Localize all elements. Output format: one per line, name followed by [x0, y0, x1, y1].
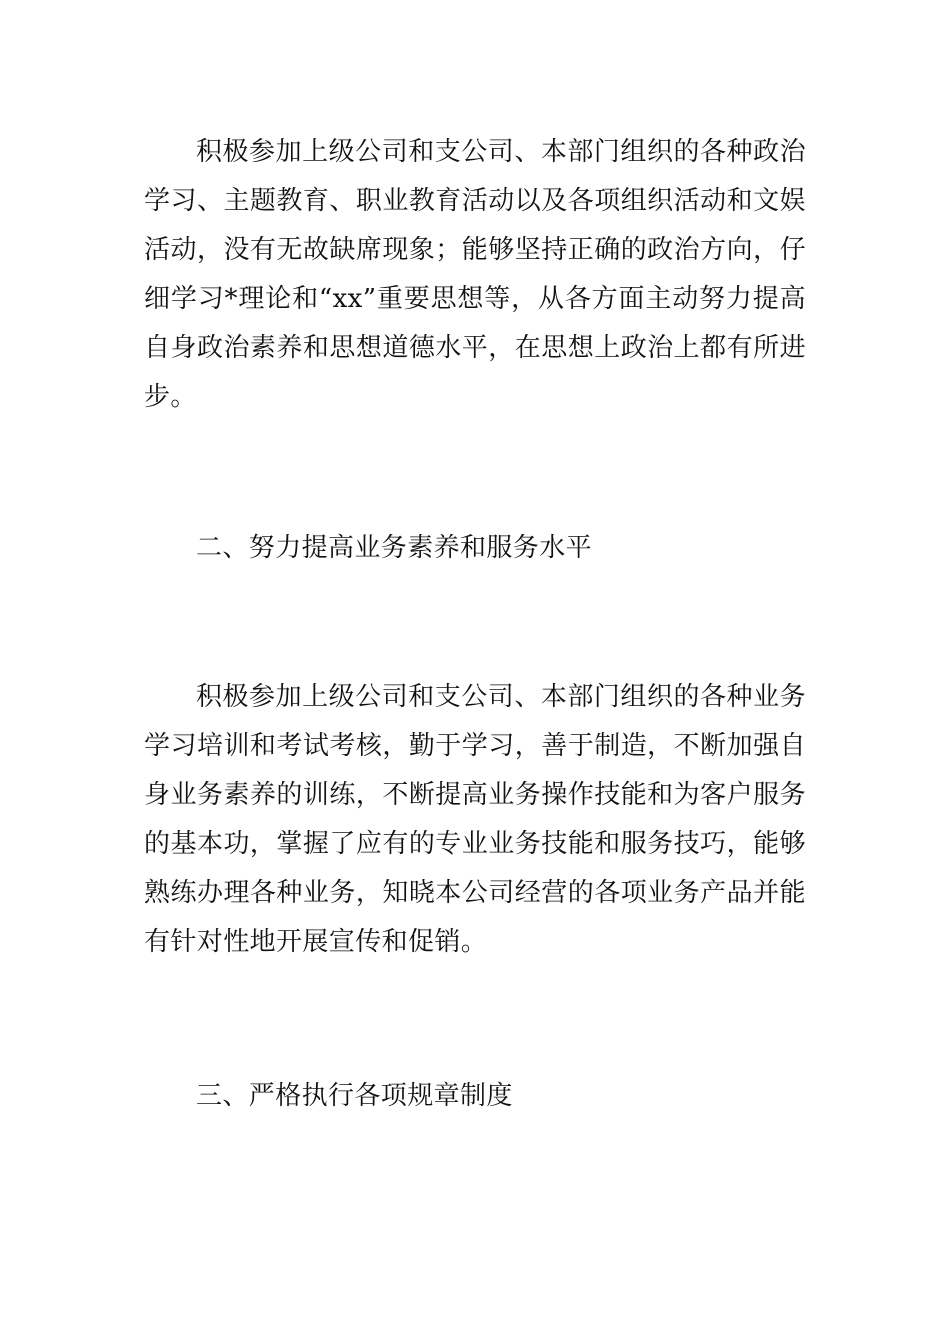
section-heading-2: 二、努力提高业务素养和服务水平: [196, 533, 593, 563]
paragraph-line: 有针对性地开展宣传和促销。: [144, 927, 488, 957]
paragraph-line: 熟练办理各种业务，知晓本公司经营的各项业务产品并能: [144, 878, 806, 908]
paragraph-line: 学习培训和考试考核，勤于学习，善于制造，不断加强自: [144, 731, 806, 761]
section-heading-3: 三、严格执行各项规章制度: [196, 1081, 513, 1111]
paragraph-line: 活动，没有无故缺席现象；能够坚持正确的政治方向，仔: [144, 235, 806, 265]
paragraph-business-skills: [144, 673, 806, 967]
paragraph-line: 学习、主题教育、职业教育活动以及各项组织活动和文娱: [144, 186, 806, 216]
paragraph-line: 积极参加上级公司和支公司、本部门组织的各种业务: [196, 682, 806, 712]
paragraph-line: 身业务素养的训练，不断提高业务操作技能和为客户服务: [144, 780, 806, 810]
paragraph-line: 自身政治素养和思想道德水平，在思想上政治上都有所进: [144, 333, 806, 363]
paragraph-political-study: [144, 128, 806, 422]
paragraph-line: 细学习*理论和“xx”重要思想等，从各方面主动努力提高: [144, 284, 806, 314]
paragraph-line: 步。: [144, 382, 197, 412]
paragraph-line: 的基本功，掌握了应有的专业业务技能和服务技巧，能够: [144, 829, 806, 859]
paragraph-line: 积极参加上级公司和支公司、本部门组织的各种政治: [196, 137, 806, 167]
